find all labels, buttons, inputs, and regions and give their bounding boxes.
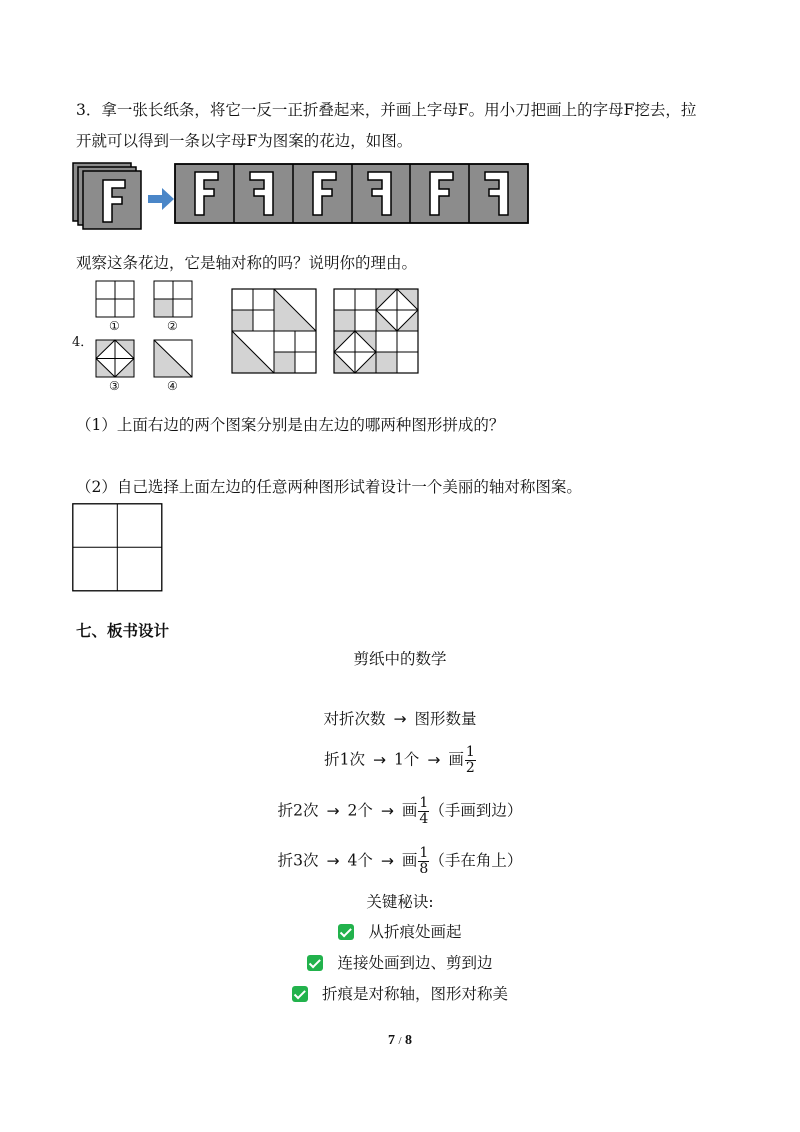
arrow-icon: → bbox=[326, 851, 340, 870]
arrow-icon: → bbox=[380, 851, 394, 870]
f-strip-illustration bbox=[70, 155, 532, 230]
board-row-2: 折2次 → 2个 → 画 $\frac{1}{4}$ （手画到边） bbox=[277, 795, 523, 827]
tip-2: 连接处画到边、剪到边 bbox=[0, 953, 800, 973]
q4-sub2: （2）自己选择上面左边的任意两种图形试着设计一个美丽的轴对称图案。 bbox=[76, 478, 582, 496]
checkbox-checked-icon bbox=[338, 924, 354, 940]
arrow-icon: → bbox=[326, 801, 340, 820]
arrow-icon: → bbox=[373, 750, 387, 769]
answer-drawing-grid[interactable] bbox=[72, 503, 164, 593]
q3-line2: 开就可以得到一条以字母F为图案的花边，如图。 bbox=[76, 132, 413, 150]
checkbox-checked-icon bbox=[292, 986, 308, 1002]
board-row-3: 折3次 → 4个 → 画 $\frac{1}{8}$ （手在角上） bbox=[277, 845, 523, 877]
tile-2 bbox=[154, 281, 192, 317]
checkbox-checked-icon bbox=[307, 955, 323, 971]
board-row-1: 折1次 → 1个 → 画 $\frac{1}{2}$ bbox=[324, 744, 475, 776]
board-title: 剪纸中的数学 bbox=[353, 650, 447, 668]
arrow-icon: → bbox=[380, 801, 394, 820]
board-row-0 bbox=[0, 709, 800, 729]
page-number: 7 / 8 bbox=[387, 1033, 413, 1048]
fraction: $\frac{1}{8}$ bbox=[419, 845, 429, 877]
tile-1 bbox=[96, 281, 134, 317]
tile-3 bbox=[96, 340, 134, 377]
tip-1: 从折痕处画起 bbox=[0, 922, 800, 942]
tile-label-3: ③ bbox=[109, 379, 120, 393]
right-arrow-icon bbox=[148, 188, 174, 210]
tip-3: 折痕是对称轴，图形对称美 bbox=[0, 984, 800, 1004]
arrow-icon: → bbox=[393, 710, 407, 728]
shape-count-label: 图形数量 bbox=[414, 710, 477, 728]
folded-paper-stack bbox=[73, 163, 141, 229]
q3-line1: 3．拿一张长纸条，将它一反一正折叠起来，并画上字母F。用小刀把画上的字母F挖去，拉 bbox=[76, 101, 697, 119]
composite-pattern-a bbox=[232, 289, 316, 373]
q4-sub1: （1）上面右边的两个图案分别是由左边的哪两种图形拼成的？ bbox=[76, 416, 505, 434]
tips-title: 关键秘诀: bbox=[366, 893, 434, 911]
q3-observe: 观察这条花边，它是轴对称的吗？说明你的理由。 bbox=[76, 254, 418, 272]
fraction: $\frac{1}{4}$ bbox=[419, 795, 429, 827]
arrow-icon: → bbox=[427, 750, 441, 769]
fold-count-label: 对折次数 bbox=[323, 710, 386, 728]
f-border-strip bbox=[175, 164, 528, 223]
tile-label-1: ① bbox=[109, 319, 120, 333]
tile-patterns bbox=[90, 280, 430, 398]
tile-label-4: ④ bbox=[167, 379, 178, 393]
fraction: $\frac{1}{2}$ bbox=[465, 744, 475, 776]
tile-4 bbox=[154, 340, 192, 377]
q4-number: 4． bbox=[72, 335, 94, 350]
tile-label-2: ② bbox=[167, 319, 178, 333]
section-heading: 七、板书设计 bbox=[76, 622, 170, 640]
composite-pattern-b bbox=[334, 289, 418, 373]
